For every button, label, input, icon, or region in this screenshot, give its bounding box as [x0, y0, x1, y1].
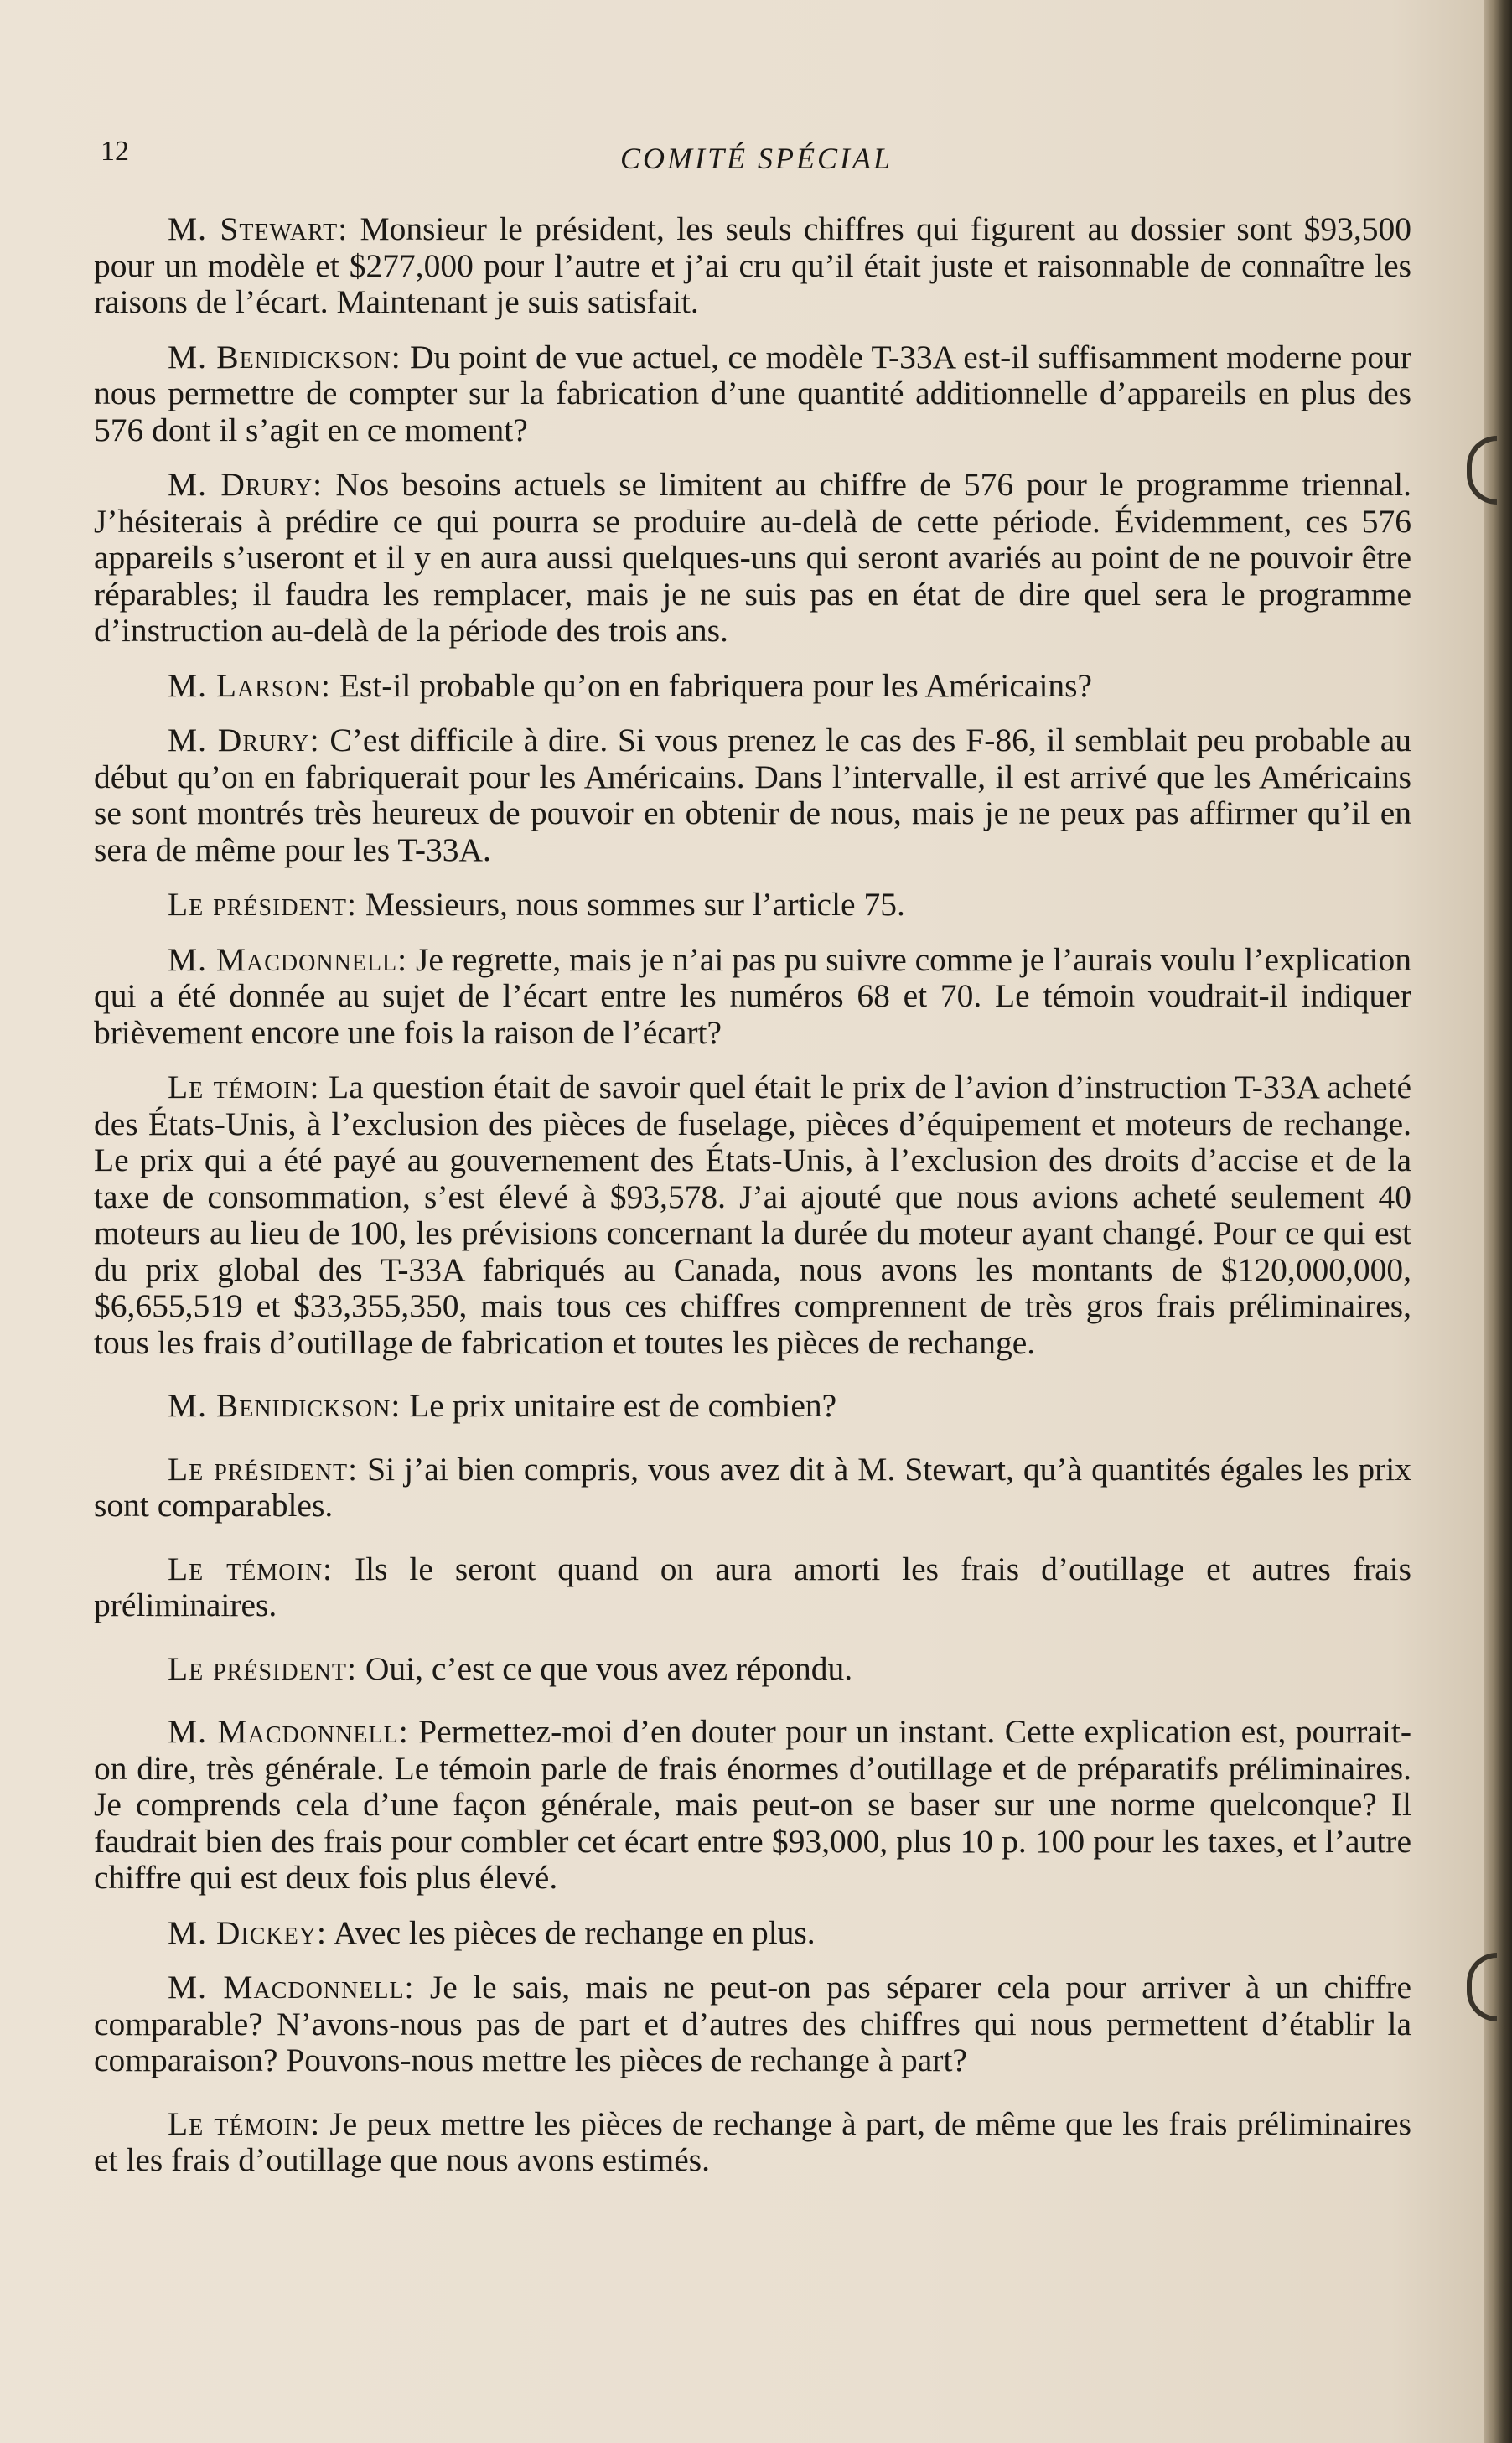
speaker-name: M. Drury: — [168, 722, 320, 758]
speaker-name: M. Drury: — [168, 466, 324, 503]
paragraph-text: Est-il probable qu’on en fabriquera pour les Américains? — [330, 666, 1093, 704]
binding-mark — [1467, 436, 1497, 505]
paragraph — [94, 1714, 1411, 1897]
speaker-name: M. Macdonnell: — [168, 940, 408, 978]
paragraph — [94, 887, 1411, 924]
paragraph — [94, 1915, 1411, 1952]
body-text — [94, 211, 1411, 2197]
speaker-name: M. Larson: — [168, 666, 331, 704]
speaker-name: Le témoin: — [168, 1550, 334, 1587]
speaker-name: M. Stewart: — [168, 210, 349, 247]
page-number: 12 — [101, 136, 129, 167]
paragraph-text: Ils le seront quand on aura amorti les frais d’outillage et autres frais préliminaires. — [94, 1550, 1411, 1623]
speaker-name: Le président: — [168, 1649, 357, 1687]
paragraph-text: La question était de savoir quel était le prix de l’avion d’instruction T-33A acheté des États-Unis, à l’exclusion des pièces de fuselage, pièces d’équipement et moteurs de rechange. Le prix qui a été payé au gouvernement des États-Unis, à l’exclusion des droits d’accise et de la taxe de consommation, s’est élevé à $93,578. J’ai ajouté que nous avions acheté seulement 40 moteurs au lieu de 100, les prévisions concernant la durée du moteur ayant changé. Pour ce qui est du prix global des T-33A fabriqués au Canada, nous avons les montants de $120,000,000, $6,655,519 et $33,355,350, mais tous ces chiffres comprennent de très gros frais préliminaires, tous les frais d’outillage de fabrication et toutes les pièces de rechange. — [94, 1069, 1411, 1361]
paragraph — [94, 1069, 1411, 1361]
paragraph — [94, 467, 1411, 650]
paragraph-text: Le prix unitaire est de combien? — [401, 1387, 837, 1424]
speaker-name: Le président: — [168, 886, 357, 923]
speaker-name: M. Macdonnell: — [168, 1969, 415, 2006]
paragraph-text: Si j’ai bien compris, vous avez dit à M. Stewart, qu’à quantités égales les prix sont comparables. — [94, 1450, 1411, 1524]
speaker-name: Le témoin: — [168, 1069, 320, 1105]
paragraph-text: Oui, c’est ce que vous avez répondu. — [356, 1649, 853, 1687]
paragraph — [94, 1969, 1411, 2079]
speaker-name: M. Benidickson: — [168, 338, 401, 375]
speaker-name: Le témoin: — [168, 2104, 321, 2142]
paragraph-text: Messieurs, nous sommes sur l’article 75. — [356, 886, 905, 923]
paragraph-text: Nos besoins actuels se limitent au chiffre de 576 pour le programme triennal. J’hésiterais à prédire ce qui pourra se produire au-delà de cette période. Évidemment, ces 576 appareils s’useront et il y en aura aussi quelques-uns qui seront avariés au point de ne pouvoir être réparables; il faudra les remplacer, mais je ne suis pas en état de dire quel sera le programme d’instruction au-delà de la période des trois ans. — [94, 466, 1411, 649]
speaker-name: M. Macdonnell: — [168, 1713, 409, 1750]
paragraph — [94, 942, 1411, 1052]
paragraph — [94, 722, 1411, 868]
page-header — [101, 136, 1408, 186]
paragraph-text: Je regrette, mais je n’ai pas pu suivre comme je l’aurais voulu l’explication qui a été donnée au sujet de l’écart entre les numéros 68 et 70. Le témoin voudrait-il indiquer brièvement encore une fois la raison de l’écart? — [94, 940, 1411, 1051]
speaker-name: M. Benidickson: — [168, 1387, 401, 1424]
paragraph-text: Du point de vue actuel, ce modèle T-33A est-il suffisamment moderne pour nous permettre de compter sur la fabrication d’une quantité additionnelle d’appareils en plus des 576 dont il s’agit en ce moment? — [94, 338, 1411, 448]
paragraph-text: Monsieur le président, les seuls chiffres qui figurent au dossier sont $93,500 pour un modèle et $277,000 pour l’autre et j’ai cru qu’il était juste et raisonnable de connaître les raisons de l’écart. Maintenant je suis satisfait. — [94, 210, 1411, 320]
paragraph-text: Avec les pièces de rechange en plus. — [326, 1913, 816, 1951]
paragraph — [94, 211, 1411, 321]
running-head: COMITÉ SPÉCIAL — [620, 142, 893, 175]
paragraph-text: C’est difficile à dire. Si vous prenez le cas des F-86, il semblait peu probable au début qu’on en fabriquerait pour les Américains. Dans l’intervalle, il est arrivé que les Américains se sont montrés très heureux de pouvoir en obtenir de nous, mais je ne peux pas affirmer qu’il en sera de même pour les T-33A. — [94, 722, 1411, 868]
paragraph — [94, 339, 1411, 449]
paragraph — [94, 1651, 1411, 1688]
page-edge-shadow — [1484, 0, 1512, 2443]
speaker-name: Le président: — [168, 1450, 359, 1488]
paragraph — [94, 1551, 1411, 1624]
paragraph-text: Permettez-moi d’en douter pour un instant. Cette explication est, pourrait-on dire, très générale. Le témoin parle de frais énormes d’outillage et de préparatifs préliminaires. Je comprends cela d’une façon générale, mais peut-on se baser sur une norme quelconque? Il faudrait bien des frais pour combler cet écart entre $93,000, plus 10 p. 100 pour les taxes, et l’autre chiffre qui est deux fois plus élevé. — [94, 1713, 1411, 1896]
paragraph-text: Je le sais, mais ne peut-on pas séparer cela pour arriver à un chiffre comparable? N’avons-nous pas de part et d’autres des chiffres qui nous permettent d’établir la comparaison? Pouvons-nous mettre les pièces de rechange à part? — [94, 1969, 1411, 2078]
paragraph-text: Je peux mettre les pièces de rechange à part, de même que les frais préliminaires et les frais d’outillage que nous avons estimés. — [94, 2104, 1411, 2178]
paragraph — [94, 2106, 1411, 2179]
binding-mark — [1467, 1953, 1497, 2021]
paragraph — [94, 1388, 1411, 1425]
speaker-name: M. Dickey: — [168, 1913, 327, 1951]
paragraph — [94, 1452, 1411, 1524]
paragraph — [94, 668, 1411, 705]
